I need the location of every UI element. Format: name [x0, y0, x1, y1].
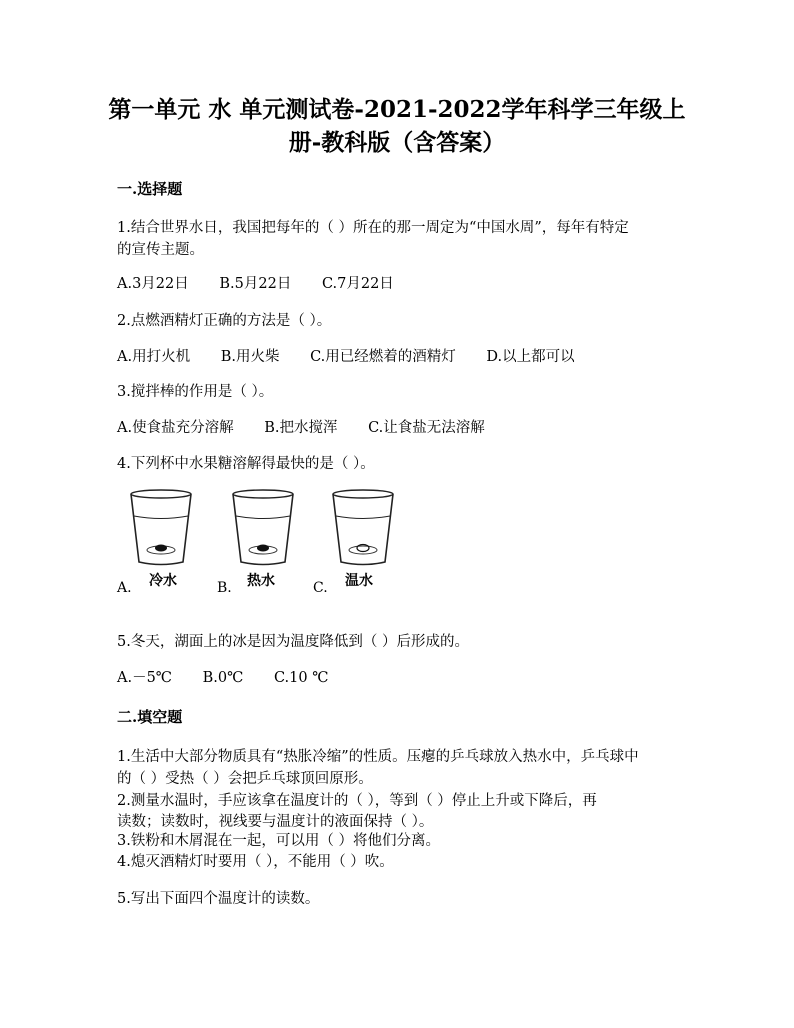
- fill-2-line-1: 2.测量水温时，手应该拿在温度计的（ ），等到（ ）停止上升或下降后，再: [117, 793, 597, 809]
- option-b: B.0℃: [202, 670, 244, 686]
- fill-1-line-2: 的（ ）受热（ ）会把乒乓球顶回原形。: [117, 771, 373, 787]
- question-4-cup-options: [117, 488, 447, 598]
- option-b: B.把水搅浑: [264, 420, 338, 436]
- cup-option-c: [313, 488, 393, 598]
- fill-4: 4.熄灭酒精灯时要用（ ），不能用（ ）吹。: [117, 854, 394, 870]
- option-b: B.5月22日: [219, 276, 292, 292]
- option-a: A.－5℃: [117, 670, 173, 686]
- section-fill-heading: 二.填空题: [117, 708, 183, 726]
- question-2: 2.点燃酒精灯正确的方法是（ ）。: [117, 313, 332, 329]
- option-c: C.7月22日: [321, 276, 394, 292]
- option-b: B.用火柴: [220, 349, 280, 365]
- beaker-icon: [129, 488, 193, 568]
- cup-label: 热水: [247, 573, 275, 589]
- option-letter: A.: [117, 580, 132, 596]
- fill-5: 5.写出下面四个温度计的读数。: [117, 891, 320, 907]
- beaker-icon: [231, 488, 295, 568]
- option-a: A.3月22日: [117, 276, 189, 292]
- question-1-options: [117, 272, 420, 293]
- cup-label: 温水: [345, 573, 373, 589]
- question-5-options: [117, 666, 354, 687]
- option-c: C.让食盐无法溶解: [368, 420, 485, 436]
- title-line-2: 册-教科版（含答案）: [288, 129, 506, 156]
- beaker-icon: [331, 488, 395, 568]
- cup-label: 冷水: [149, 573, 177, 589]
- cup-option-a: [117, 488, 197, 598]
- question-1-line-1: 1.结合世界水日，我国把每年的（ ）所在的那一周定为“中国水周”，每年有特定: [117, 220, 629, 236]
- fill-1-line-1: 1.生活中大部分物质具有“热胀冷缩”的性质。压瘪的乒乓球放入热水中，乒乓球中: [117, 749, 639, 765]
- option-letter: C.: [313, 580, 328, 596]
- fill-2-line-2: 读数；读数时，视线要与温度计的液面保持（ ）。: [117, 814, 434, 830]
- option-c: C.用已经燃着的酒精灯: [310, 349, 456, 365]
- option-c: C.10 ℃: [273, 670, 329, 686]
- option-d: D.以上都可以: [486, 349, 575, 365]
- section-choice-heading: 一.选择题: [117, 180, 183, 198]
- document-title: [100, 93, 694, 159]
- question-5: 5.冬天，湖面上的冰是因为温度降低到（ ）后形成的。: [117, 634, 469, 650]
- cup-option-b: [217, 488, 297, 598]
- option-letter: B.: [217, 580, 232, 596]
- question-1-line-2: 的宣传主题。: [117, 242, 204, 258]
- question-2-options: [117, 345, 601, 366]
- option-a: A.用打火机: [117, 349, 191, 365]
- question-3-options: [117, 416, 511, 437]
- option-a: A.使食盐充分溶解: [117, 420, 234, 436]
- title-line-1: 第一单元 水 单元测试卷-2021-2022学年科学三年级上: [108, 96, 686, 123]
- fill-3: 3.铁粉和木屑混在一起，可以用（ ）将他们分离。: [117, 833, 440, 849]
- question-3: 3.搅拌棒的作用是（ ）。: [117, 384, 274, 400]
- question-4: 4.下列杯中水果糖溶解得最快的是（ ）。: [117, 456, 375, 472]
